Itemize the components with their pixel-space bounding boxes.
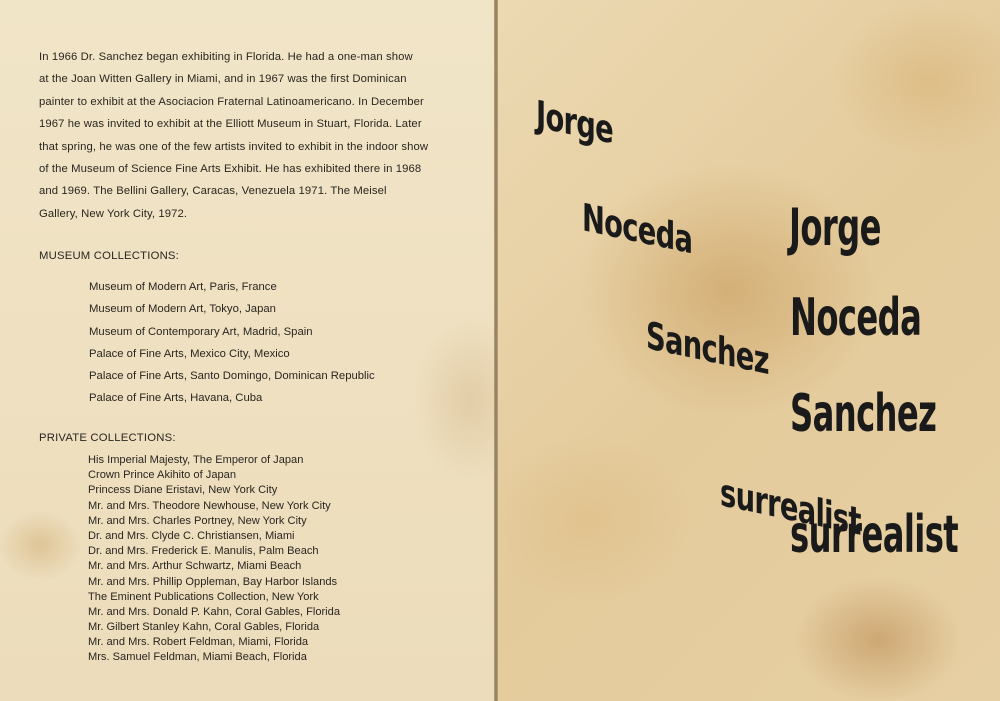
list-item: Mr. and Mrs. Robert Feldman, Miami, Florida	[88, 636, 309, 649]
title-last-name: Sanchez	[790, 384, 937, 444]
slanted-surrealist: surrealist	[720, 470, 861, 544]
list-item: Mr. and Mrs. Charles Portney, New York City	[88, 514, 307, 527]
right-page	[498, 0, 1000, 701]
list-item: Mrs. Samuel Feldman, Miami Beach, Florida	[88, 651, 307, 664]
private-collections-heading: PRIVATE COLLECTIONS:	[39, 432, 176, 444]
biography-paragraph	[39, 46, 479, 225]
list-item: Museum of Contemporary Art, Madrid, Spain	[89, 325, 313, 338]
paragraph-line: Gallery, New York City, 1972.	[39, 207, 188, 220]
list-item: Mr. and Mrs. Arthur Schwartz, Miami Beach	[88, 560, 302, 573]
museum-collections-heading: MUSEUM COLLECTIONS:	[39, 250, 180, 262]
list-item: Mr. and Mrs. Phillip Oppleman, Bay Harbor Islands	[88, 575, 338, 588]
paragraph-line: and 1969. The Bellini Gallery, Caracas, Venezuela 1971. The Meisel	[39, 185, 387, 198]
paragraph-line: of the Museum of Science Fine Arts Exhibit. He has exhibited there in 1968	[39, 163, 422, 176]
list-item: Palace of Fine Arts, Santo Domingo, Dominican Republic	[89, 370, 375, 383]
list-item: Princess Diane Eristavi, New York City	[88, 484, 278, 497]
list-item: Mr. and Mrs. Theodore Newhouse, New York City	[88, 499, 331, 512]
list-item: Dr. and Mrs. Frederick E. Manulis, Palm Beach	[88, 545, 319, 558]
title-surrealist: surrealist	[790, 505, 959, 565]
list-item: Dr. and Mrs. Clyde C. Christiansen, Miami	[88, 529, 295, 542]
paragraph-line: painter to exhibit at the Asociacion Fraternal Latinoamericano. In December	[39, 95, 424, 108]
list-item: Palace of Fine Arts, Havana, Cuba	[89, 392, 263, 405]
list-item: Museum of Modern Art, Tokyo, Japan	[89, 303, 276, 316]
left-page	[0, 0, 494, 701]
slanted-last-name: Sanchez	[646, 313, 769, 384]
list-item: The Eminent Publications Collection, New York	[88, 590, 319, 603]
slanted-first-name: Jorge	[536, 92, 614, 153]
paragraph-line: at the Joan Witten Gallery in Miami, and in 1967 was the first Dominican	[39, 73, 407, 86]
slanted-middle-name: Noceda	[582, 195, 693, 263]
list-item: Crown Prince Akihito of Japan	[88, 469, 236, 482]
list-item: His Imperial Majesty, The Emperor of Japan	[88, 454, 304, 466]
paragraph-line: In 1966 Dr. Sanchez began exhibiting in Florida. He had a one-man show	[39, 51, 413, 63]
list-item: Mr. Gilbert Stanley Kahn, Coral Gables, Florida	[88, 621, 320, 634]
private-collections-list	[88, 453, 340, 666]
museum-collections-list	[89, 279, 375, 413]
paragraph-line: 1967 he was invited to exhibit at the Elliott Museum in Stuart, Florida. Later	[39, 118, 422, 131]
list-item: Mr. and Mrs. Donald P. Kahn, Coral Gables, Florida	[88, 605, 340, 618]
paragraph-line: that spring, he was one of the few artists invited to exhibit in the indoor show	[39, 140, 429, 153]
title-first-name: Jorge	[789, 198, 881, 258]
list-item: Museum of Modern Art, Paris, France	[89, 281, 277, 293]
list-item: Palace of Fine Arts, Mexico City, Mexico	[89, 347, 290, 360]
title-middle-name: Noceda	[790, 288, 922, 348]
